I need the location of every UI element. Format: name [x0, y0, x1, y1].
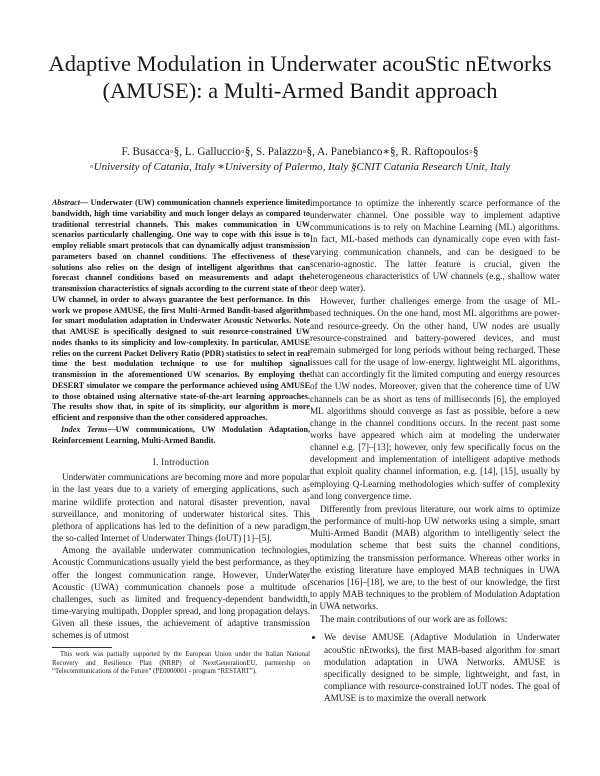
footnote-divider — [52, 647, 112, 648]
right-column — [310, 197, 560, 704]
section-heading-introduction: I. Introduction — [152, 457, 210, 468]
contribution-item-1: • We devise AMUSE (Adaptive Modulation in Underwater acouStic nEtworks), the first MAB-based algorithm for smart modulation adaptation in UWA Networks. AMUSE is specifically designed to be simple, lightweight, and fast, in compliance with resource-constrained IoUT nodes. The goal of AMUSE is to maximize the overall network — [324, 631, 560, 704]
index-terms — [52, 425, 310, 447]
contributions-list — [310, 631, 560, 704]
abstract-text: Underwater (UW) communication channels experience limited bandwidth, high time variability and much longer delays as compared to traditional terrestrial channels. This makes communication in UW scenarios particularly challenging. One way to cope with this issue is to employ reliable smart protocols that can dynamically adjust transmission parameters based on channel conditions. The effectiveness of these solutions also relies on the design of intelligent algorithms that can forecast channel conditions based on measurements and adapt the transmission characteristics of signals according to the current state of the UW channel, in order to always guarantee the best performance. In this work we propose AMUSE, the first Multi-Armed Bandit-based algorithm for smart modulation adaptation in Underwater Acoustic Networks. Note that AMUSE is specifically designed to suit resource-constrained UW nodes thanks to its simplicity and low-complexity. In particular, AMUSE relies on the current Packet Delivery Ratio (PDR) statistics to select in real time the best modulation technique to use for multihop signal transmission in the aforementioned UW scenarios. By employing the DESERT simulator we compare the performance achieved using AMUSE to those obtained using alternative state-of-the-art learning approaches. The results show that, in spite of its simplicity, our algorithm is more efficient and responsive than the other considered approaches. — [52, 198, 310, 422]
left-column — [52, 198, 310, 676]
right-paragraph-3: Differently from previous literature, our work aims to optimize the performance of multi-hop UW networks using a simple, smart Multi-Armed Bandit (MAB) algorithm to intelligently select the modulation scheme that best suits the channel conditions, optimizing the transmission performance. Whereas other works in the existing literature have employed MAB techniques in UWA scenarios [16]–[18], we are, to the best of our knowledge, the first to apply MAB techniques to the problem of Modulation Adaptation in UWA networks. — [310, 503, 560, 612]
abstract — [52, 198, 310, 424]
paper-title: Adaptive Modulation in Underwater acouStic nEtworks (AMUSE): a Multi-Armed Bandit approach — [48, 51, 552, 103]
index-terms-text: —UW communications, UW Modulation Adaptation, Reinforcement Learning, Multi-Armed Bandit. — [52, 424, 310, 445]
right-paragraph-1: importance to optimize the inherently scarce performance of the underwater channel. One possible way to implement adaptive communications is to rely on Machine Learning (ML) algorithms. In fact, ML-based methods can dynamically cope even with fast-varying communication channels, and can be designed to be scenario-agnostic. The latter feature is crucial, given the heterogeneous characteristics of UW channels (e.g., shallow water or deep water). — [310, 198, 560, 294]
right-paragraph-2: However, further challenges emerge from the usage of ML-based techniques. On the one hand, most ML algorithms are power-and resource-greedy. On the other hand, UW nodes are usually resource-constrained and battery-powered devices, and must remain submerged for long periods without being recharged. These issues call for the usage of low-energy, lightweight ML algorithms, that can accordingly fit the limited computing and energy resources of the UW nodes. Moreover, given that the coherence time of UW channels can be as short as tens of milliseconds [6], the employed ML algorithms should converge as fast as possible, before a new change in the channel conditions occurs. In the recent past some works have appeared which aim at modeling the underwater channel e.g. [7]–[13]; however, only few specifically focus on the development and implementation of intelligent adaptive methods that exploit quality channel information, e.g. [14], [15], usually by employing Q-Learning methodologies which suffer of complexity and long convergence time. — [310, 296, 560, 501]
intro-paragraph-1: Underwater communications are becoming more and more popular in the last years due to a variety of emerging applications, such as marine wildlife protection and natural disaster prevention, naval surveillance, and monitoring of underwater historical sites. This plethora of applications has led to the definition of a new paradigm, the so-called Internet of Underwater Things (IoUT) [1]–[5]. — [52, 472, 310, 544]
right-paragraph-4: The main contributions of our work are as follows: — [320, 614, 508, 625]
funding-footnote: This work was partially supported by the European Union under the Italian National Recovery and Resilience Plan (NRRP) of NextGenerationEU, partnership on “Telecommunications of the Future” (PE0000001 - program “RESTART”). — [52, 651, 310, 675]
abstract-label: Abstract— — [52, 198, 89, 207]
index-terms-label: Index Terms — [61, 424, 108, 434]
author-list: F. Busacca◦§, L. Galluccio◦§, S. Palazzo◦§, A. Panebianco∗§, R. Raftopoulos◦§ — [121, 146, 479, 158]
intro-paragraph-2: Among the available underwater communication technologies, Acoustic Communications usually yield the best performance, as they offer the longest communication range. However, UnderWater Acoustic (UWA) communication channels pose a multitude of challenges, such as limited and frequency-dependent bandwidth, time-varying multipath, Doppler spread, and long propagation delays. Given all these issues, the achievement of adaptive transmission schemes is of utmost — [52, 545, 310, 641]
affiliations: ◦University of Catania, Italy ∗University of Palermo, Italy §CNIT Catania Research Unit, Italy — [89, 161, 511, 173]
